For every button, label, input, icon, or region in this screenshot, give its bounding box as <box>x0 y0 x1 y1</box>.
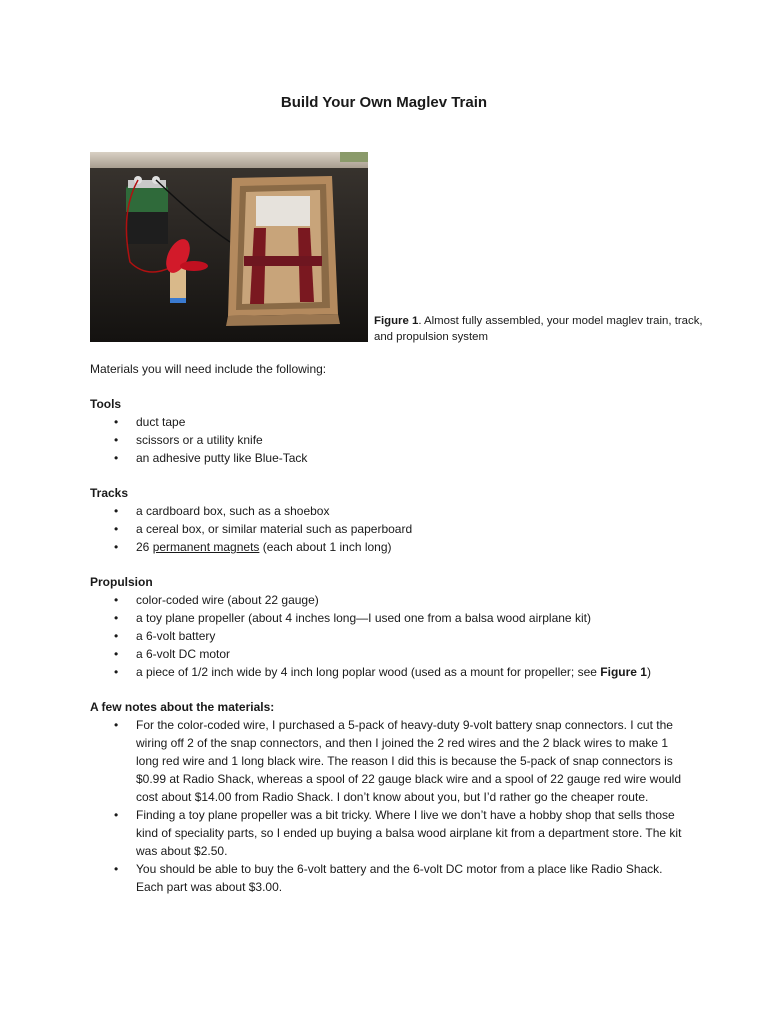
tracks-heading: Tracks <box>90 486 129 500</box>
propulsion-list <box>90 591 690 681</box>
document-title: Build Your Own Maglev Train <box>280 94 488 111</box>
magnets-size: (each about 1 inch long) <box>259 540 392 554</box>
list-item: • For the color-coded wire, I purchased a 5-pack of heavy-duty 9-volt battery snap connectors. I cut the wiring off 2 of the snap connectors, and then I joined the 2 red wires and the 2 black wires to make 1 long red wire and 1 long black wire. The reason I did this is because the 5-pack of snap connectors is $0.99 at Radio Shack, whereas a spool of 22 gauge black wire and a spool of 22 gauge red wire would cost about $14.00 from Radio Shack. I don’t know about you, but I’d rather go the cheaper route. <box>90 716 690 806</box>
list-item: • an adhesive putty like Blue-Tack <box>90 449 690 467</box>
list-item: • scissors or a utility knife <box>90 431 690 449</box>
list-item: • a 6-volt battery <box>90 627 690 645</box>
figure-caption-text: . Almost fully assembled, your model maglev train, track, and propulsion system <box>374 315 703 343</box>
notes-list <box>90 716 690 896</box>
list-item: • a 6-volt DC motor <box>90 645 690 663</box>
list-item <box>90 538 690 556</box>
list-item: • a toy plane propeller (about 4 inches long—I used one from a balsa wood airplane kit) <box>90 609 690 627</box>
propulsion-heading: Propulsion <box>90 575 153 589</box>
permanent-magnets-link[interactable]: permanent magnets <box>152 540 260 554</box>
figure-label: Figure 1 <box>374 315 419 327</box>
tools-list <box>90 413 690 467</box>
list-item: • a cereal box, or similar material such as paperboard <box>90 520 690 538</box>
list-item: • Finding a toy plane propeller was a bit tricky. Where I live we don’t have a hobby shop that sells those kind of speciality parts, so I ended up buying a balsa wood airplane kit from a department store. The kit was about $2.50. <box>90 806 690 860</box>
notes-heading: A few notes about the materials: <box>90 700 275 714</box>
list-item: • color-coded wire (about 22 gauge) <box>90 591 690 609</box>
list-item: • You should be able to buy the 6-volt battery and the 6-volt DC motor from a place like Radio Shack. Each part was about $3.00. <box>90 860 690 896</box>
tracks-list <box>90 502 690 556</box>
maglev-train-photo <box>90 152 368 342</box>
list-item: • duct tape <box>90 413 690 431</box>
figure-reference: Figure 1 <box>600 665 647 679</box>
wood-text: a piece of 1/2 inch wide by 4 inch long poplar wood (used as a mount for propeller; see <box>136 665 601 679</box>
wood-text-end: ) <box>646 665 651 679</box>
list-item <box>90 663 690 681</box>
magnets-count: 26 <box>136 540 153 554</box>
intro-paragraph: Materials you will need include the following: <box>90 362 327 376</box>
list-item: • a cardboard box, such as a shoebox <box>90 502 690 520</box>
figure-caption <box>374 313 704 345</box>
tools-heading: Tools <box>90 397 122 411</box>
document-body <box>90 360 690 896</box>
